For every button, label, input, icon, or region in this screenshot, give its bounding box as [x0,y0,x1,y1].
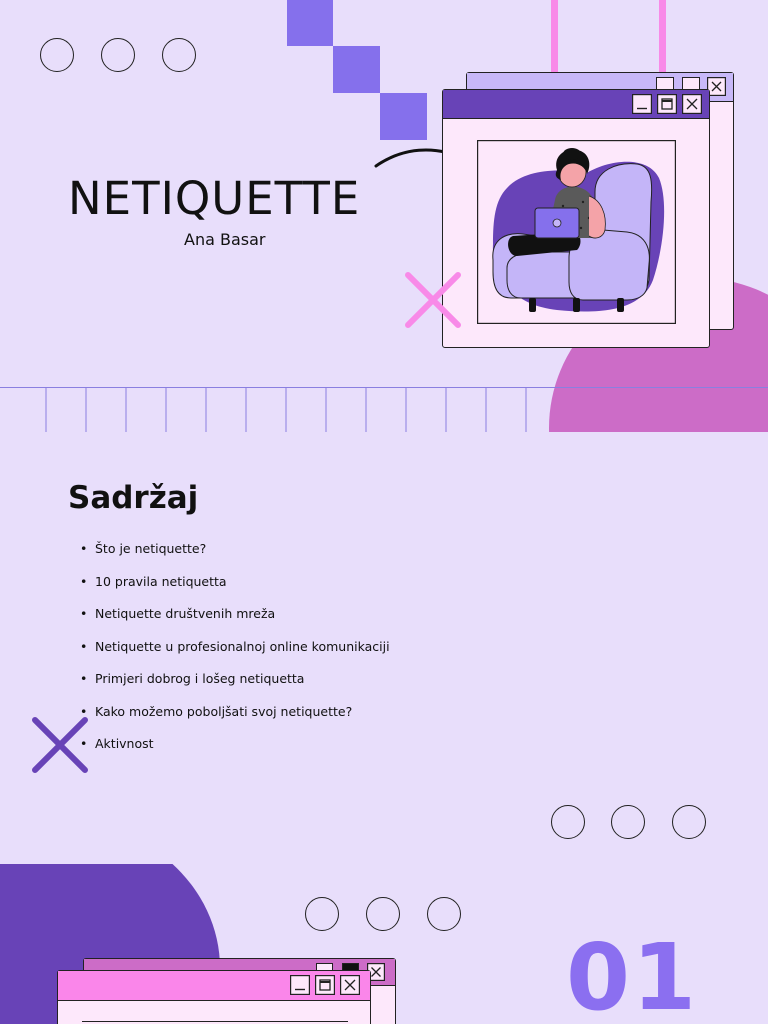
minimize-icon [632,94,652,114]
decorative-x-icon [404,271,462,329]
decorative-circle [162,38,196,72]
close-icon [682,94,702,114]
close-icon [340,975,360,995]
section-slide [0,864,768,1024]
decorative-x-icon [30,716,90,774]
decorative-circle [305,897,339,931]
decorative-circle [672,805,706,839]
list-item: • Aktivnost [80,735,390,768]
list-item: • Netiquette u profesionalnoj online komunikaciji [80,638,390,671]
list-item: • Što je netiquette? [80,540,390,573]
contents-slide [0,432,768,864]
presentation-title: NETIQUETTE [68,172,361,225]
decorative-circle [427,897,461,931]
list-item: • 10 pravila netiquetta [80,573,390,606]
decorative-circle [611,805,645,839]
list-item: • Netiquette društvenih mreža [80,605,390,638]
contents-list [80,540,390,768]
author-name: Ana Basar [184,230,266,249]
decorative-ruler [0,386,768,432]
title-slide [0,0,768,432]
list-item: • Primjeri dobrog i lošeg netiquetta [80,670,390,703]
decorative-circle [101,38,135,72]
decorative-square [333,46,380,93]
decorative-square [287,0,333,46]
contents-heading: Sadržaj [68,480,199,516]
maximize-icon [315,975,335,995]
decorative-circle [551,805,585,839]
decorative-circle [40,38,74,72]
decorative-circle [366,897,400,931]
decorative-bar [551,0,558,76]
maximize-icon [657,94,677,114]
minimize-icon [290,975,310,995]
list-item: • Kako možemo poboljšati svoj netiquette? [80,703,390,736]
section-number: 01 [566,924,699,1024]
woman-on-armchair-illustration [477,140,676,324]
decorative-square [380,93,427,140]
decorative-bar [659,0,666,76]
